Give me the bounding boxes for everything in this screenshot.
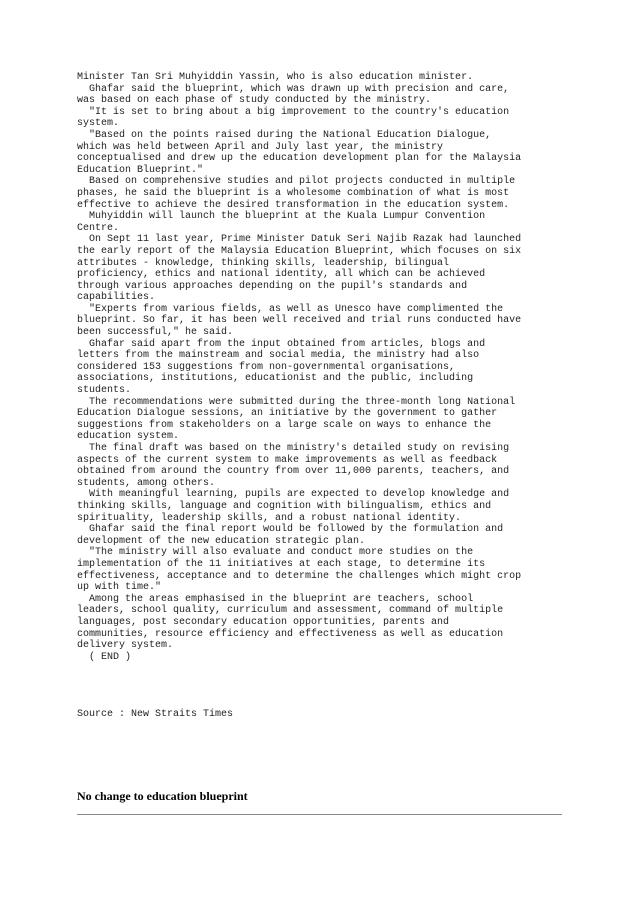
- article-line: communities, resource efficiency and effectiveness as well as education: [77, 628, 504, 640]
- article-line: suggestions from stakeholders on a large scale on ways to enhance the: [77, 419, 492, 431]
- article-line: Minister Tan Sri Muhyiddin Yassin, who is also education minister.: [77, 72, 474, 83]
- article-line: delivery system.: [77, 640, 174, 652]
- article-line: attributes - knowledge, thinking skills, leadership, bilingual: [77, 257, 450, 269]
- article-line: Education Dialogue sessions, an initiative by the government to gather: [77, 408, 498, 420]
- article-line: leaders, school quality, curriculum and assessment, command of multiple: [77, 605, 504, 617]
- article-line: Based on comprehensive studies and pilot projects conducted in multiple: [77, 176, 516, 188]
- article-line: development of the new education strategic plan.: [77, 535, 366, 547]
- next-article-title: No change to education blueprint: [77, 789, 248, 803]
- title-divider: [77, 814, 562, 815]
- article-source: Source : New Straits Times: [77, 709, 234, 720]
- article-line: letters from the mainstream and social media, the ministry had also: [77, 350, 480, 362]
- article-line: up with time.": [77, 582, 162, 594]
- article-line: phases, he said the blueprint is a wholesome combination of what is most: [77, 187, 510, 199]
- article-line: aspects of the current system to make improvements as well as feedback: [77, 454, 498, 466]
- article-line: languages, post secondary education opportunities, parents and: [77, 616, 450, 628]
- article-line: blueprint. So far, it has been well received and trial runs conducted have: [77, 315, 522, 327]
- article-line: through various approaches depending on the pupil's standards and: [77, 280, 468, 292]
- article-line: effective to achieve the desired transformation in the education system.: [77, 199, 510, 211]
- article-line: conceptualised and drew up the education development plan for the Malaysia: [77, 153, 522, 165]
- article-line: thinking skills, language and cognition with bilingualism, ethics and: [77, 500, 492, 512]
- article-line: ( END ): [77, 651, 132, 663]
- article-line: With meaningful learning, pupils are expected to develop knowledge and: [77, 489, 510, 501]
- article-line: the early report of the Malaysia Education Blueprint, which focuses on six: [77, 245, 522, 257]
- article-line: obtained from around the country from over 11,000 parents, teachers, and: [77, 466, 510, 478]
- article-line: The final draft was based on the ministry's detailed study on revising: [77, 443, 510, 454]
- article-line: Education Blueprint.": [77, 164, 204, 176]
- article-line: "Experts from various fields, as well as Unesco have complimented the: [77, 303, 504, 315]
- article-line: Centre.: [77, 222, 120, 234]
- article-line: spirituality, leadership skills, and a robust national identity.: [77, 512, 462, 524]
- article-line: Ghafar said the final report would be followed by the formulation and: [77, 524, 504, 536]
- article-body: [77, 72, 567, 663]
- article-line: "Based on the points raised during the National Education Dialogue,: [77, 129, 492, 141]
- article-line: capabilities.: [77, 292, 156, 304]
- article-line: "The ministry will also evaluate and conduct more studies on the: [77, 547, 474, 559]
- article-line: On Sept 11 last year, Prime Minister Datuk Seri Najib Razak had launched: [77, 234, 522, 246]
- article-line: students, among others.: [77, 477, 216, 489]
- article-line: The recommendations were submitted during the three-month long National: [77, 396, 516, 408]
- article-line: Muhyiddin will launch the blueprint at the Kuala Lumpur Convention: [77, 211, 486, 223]
- article-line: system.: [77, 118, 120, 130]
- article-line: which was held between April and July last year, the ministry: [77, 141, 444, 153]
- article-line: Ghafar said the blueprint, which was drawn up with precision and care,: [77, 83, 510, 95]
- article-line: implementation of the 11 initiatives at each stage, to determine its: [77, 558, 486, 570]
- article-line: been successful," he said.: [77, 327, 234, 339]
- article-line: considered 153 suggestions from non-governmental organisations,: [77, 361, 456, 373]
- article-line: students.: [77, 385, 132, 397]
- article-line: associations, institutions, educationist and the public, including: [77, 373, 474, 385]
- article-line: education system.: [77, 431, 180, 443]
- article-line: effectiveness, acceptance and to determine the challenges which might crop: [77, 570, 522, 582]
- article-line: "It is set to bring about a big improvement to the country's education: [77, 106, 510, 118]
- article-line: proficiency, ethics and national identity, all which can be achieved: [77, 269, 486, 281]
- article-line: Ghafar said apart from the input obtained from articles, blogs and: [77, 338, 486, 350]
- article-line: was based on each phase of study conducted by the ministry.: [77, 95, 432, 107]
- article-line: Among the areas emphasised in the blueprint are teachers, school: [77, 593, 474, 605]
